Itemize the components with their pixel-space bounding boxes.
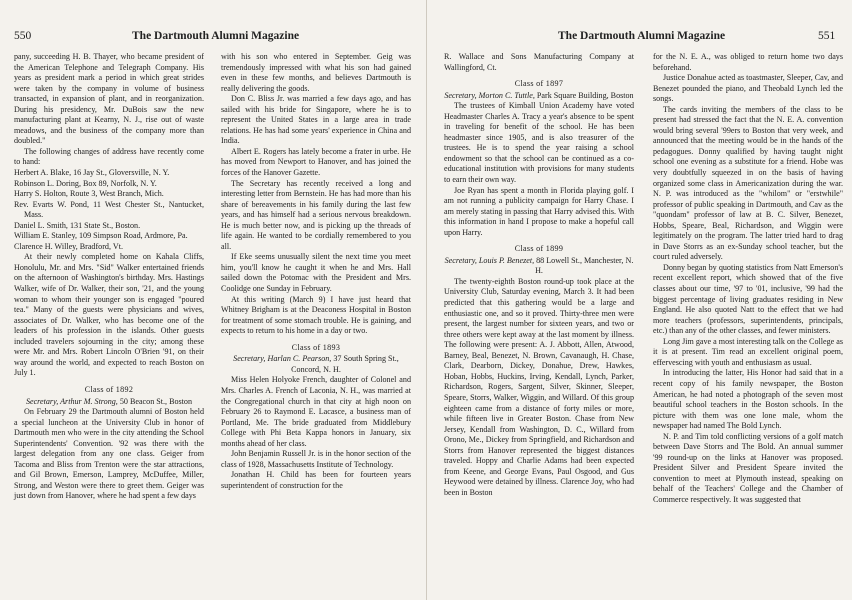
paragraph: The Secretary has recently received a long and interesting letter from Bernstein. He has had more than his share of bereavements in his family during the last few years, and has himself had a serious nervous breakdown. He is much better now, and is picking up the threads of life again. He wanted to be cordially remembered to you all. [221,178,411,251]
paragraph: Long Jim gave a most interesting talk on the College as it is at present. Tim read an excellent original poem, effervescing with youth and enthusiasm as usual. [653,336,843,367]
paragraph: On February 29 the Dartmouth alumni of Boston held a special luncheon at the University Club in honor of Dartmouth men who were in the city attending the School Superintendents' Convention. '92 was there with the largest delegation from any one class. Geiger from Tacoma and Bliss from Trenton were the star attractions, and Gil Brown, Emerson, Lamprey, McDuffee, Miller, Strong, and Weston were there to greet them. Geiger was just down from Hanover, where he had spent a few days [14,407,204,501]
paragraph: Herbert A. Blake, 16 Jay St., Gloversville, N. Y. [14,168,170,178]
paragraph: The following changes of address have recently come to hand: [14,146,204,167]
running-title: The Dartmouth Alumni Magazine [558,30,726,42]
text-column [221,52,411,491]
class-heading: Class of 1897 [514,79,564,89]
paragraph: The cards inviting the members of the class to be present had stressed the fact that the N. E. A. convention would bring several '99ers to Boston that very week, and announced that the meeting would be in the hands of the pedagogues. Donny qualified by having taught night school one evening as a substitute for a friend. Hobe was very doubtfully squeezed in on the basis of having organized some class in Americanization during the war. N. P. was introduced as the "whilom" or "erstwhile" professor of public speaking in Dartmouth, and Cav as the "quondam" professor of law at B. C. Silver, Benezet, Hobbs, Speare, Beal, Richardson, and Wiggin were legitimately on the program. The latter tried hard to drag in Dave Storrs as an ex-Sunday school teacher, but the court ruled adversely. [653,104,843,262]
running-title: The Dartmouth Alumni Magazine [132,30,300,42]
secretary-line: Secretary, Morton C. Tuttle, Park Square Building, Boston [444,90,634,100]
paragraph: John Benjamin Russell Jr. is in the honor section of the class of 1928, Massachusetts Institute of Technology. [221,449,411,469]
paragraph: Jonathan H. Child has been for fourteen years superintendent of construction for the [221,470,411,490]
paragraph: Rev. Evarts W. Pond, 11 West Chester St., Nantucket, Mass. [14,199,204,220]
paragraph: R. Wallace and Sons Manufacturing Company at Wallingford, Ct. [444,52,634,72]
right-page [426,0,852,600]
paragraph: N. P. and Tim told conflicting versions of a golf match between Dave Storrs and The Bold. An annual summer '99 round-up on the links at Hanover was proposed. President Silver and President Speare invited the convention to meet at Plymouth instead, speaking on behalf of the Teachers' College and the Chamber of Commerce respectively. It was suggested that [653,431,843,504]
paragraph: Donny began by quoting statistics from Natt Emerson's recent excellent report, which showed that of the five classes about our time, '97 to '01, inclusive, '99 had the biggest percentage of living graduates residing in New England. He also quoted Natt to the effect that we had more teachers (professors, superintendents, principals, etc.) than any of the other classes, and fewer ministers. [653,262,843,336]
paragraph: Clarence H. Willey, Bradford, Vt. [14,241,123,251]
text-column [653,52,843,506]
paragraph: Joe Ryan has spent a month in Florida playing golf. I am not running a publicity campaign for Harry Chase. I am merely stating in passing that Harry advised this. With this information in hand I propose to make a hopeful call upon Harry. [444,185,634,237]
paragraph: Daniel L. Smith, 131 State St., Boston. [14,220,141,230]
secretary-line: Secretary, Arthur M. Strong, 50 Beacon St., Boston [25,396,193,406]
secretary-line: Secretary, Harlan C. Pearson, 37 South Spring St., Concord, N. H. [233,354,399,374]
paragraph: William E. Stanley, 109 Simpson Road, Ardmore, Pa. [14,231,188,241]
paragraph: Robinson L. Doring, Box 89, Norfolk, N. Y. [14,178,157,188]
paragraph: Albert E. Rogers has lately become a frater in urbe. He has moved from Newport to Hanover, and has joined the forces of the Hanover Gazette. [221,146,411,178]
paragraph: pany, succeeding H. B. Thayer, who became president of the American Telephone and Telegraph Company. His years as president mark a period in which great strides were taken by the company in volume of business transacted, in expansion of plant, and in reorganization. During his presidency, Mr. DuBois saw the new manufacturing plant at Kearny, N. J., rise out of waste meadows, and the business of the company more than doubled." [14,52,204,146]
paragraph: for the N. E. A., was obliged to return home two days beforehand. [653,52,843,72]
paragraph: Miss Helen Holyoke French, daughter of Colonel and Mrs. Charles A. French of Laconia, N. H., was married at the Congregational church in that city at high noon on February 26 to Raymond E. Lacasce, a business man of Portland, Me. The bride graduated from Middlebury College with Phi Beta Kappa honors in January, six months ahead of her class. [221,375,411,448]
paragraph: The twenty-eighth Boston round-up took place at the University Club, Saturday evening, March 3. It had been predicted that this gathering would be a large and enthusiastic one, and so it proved. Thirty-three men were present, the largest number for sixteen years, and two or three others were kept away at the last moment by illness. The following were present: A. J. Abbott, Allen, Atwood, Barney, Beal, Benezet, N. Brown, Cavanaugh, H. Chase, Clark, Dearborn, Dickey, Donahue, Drew, Hawkes, Hoban, Hobbs, Huckins, Irving, Kendall, Lynch, Parker, Richardson, Rogers, Sargent, Silver, Skinner, Sleeper, Speare, Storrs, Walker, Wiggin, and Willard. Of this group eighteen came from a distance of forty miles or more, while fifteen live in Greater Boston. Chase from New Jersey, Kendall from Washington, D. C., Willard from Orono, Me., Dickey from Springfield, and Richardson and Storrs from Hanover represented the biggest distances traveled. Hoppy and Charlie Adams had been expected from Keene, and George Evans, Paul Osgood, and Gus Heywood were detained by illness. Clarence Joy, who had been in Boston [444,276,634,497]
paragraph: The trustees of Kimball Union Academy have voted Headmaster Charles A. Tracy a year's absence to be spent in traveling for benefit of the school. He has been headmaster since 1905, and is also treasurer of the trustees. He is to spend the year raising a school endowment so that the school can be continued as a co-educational institution with provisions for many students to earn their own way. [444,101,634,185]
paragraph: with his son who entered in September. Geig was tremendously impressed with what his son had gained even in these few months, and believes Dartmouth is really delivering the goods. [221,52,411,93]
paragraph: Don C. Bliss Jr. was married a few days ago, and has sailed with his bride for Singapore, where he is to represent the United States in a large area in trade relations. He has had some years' experience in China and India. [221,94,411,146]
paragraph: At this writing (March 9) I have just heard that Whitney Brigham is at the Deaconess Hospital in Boston for treatment of some stomach trouble. He is gaining, and expects to return to his home in a day or two. [221,294,411,336]
secretary-line: Secretary, Louis P. Benezet, 88 Lowell St., Manchester, N. H. [444,255,634,276]
paragraph: At their newly completed home on Kahala Cliffs, Honolulu, Mr. and Mrs. "Sid" Walker entertained friends on the afternoon of Washington's birthday. Mrs. Hastings Walker, wife of Dr. Walker, their son, '21, and the young woman to whom their younger son is engaged "poured tea." Many of the guests were physicians and wives, associates of Dr. Walker, who has become one of the leaders of his profession in the islands. Other guests included travelers sojourning in the city; among these were Mr. and Mrs. Robert Lincoln O'Brien '91, on their way around the world, and expected to reach Boston on July 1. [14,252,204,378]
class-heading: Class of 1899 [514,244,564,254]
paragraph: If Eke seems unusually silent the next time you meet him, you'll know he caught it when he and Mrs. Hall sailed down the Potomac with the President and Mrs. Coolidge one Sunday in February. [221,252,411,294]
paragraph: Justice Donahue acted as toastmaster, Sleeper, Cav, and Benezet pounded the piano, and Theobald Lynch led the songs. [653,73,843,104]
text-column [444,52,634,498]
paragraph: Harry S. Holton, Route 3, West Branch, Mich. [14,189,164,199]
text-column [14,52,204,502]
class-heading: Class of 1893 [291,342,341,352]
page-number: 550 [14,30,32,42]
class-heading: Class of 1892 [84,384,134,394]
paragraph: In introducing the latter, His Honor had said that in a recent copy of his family newspaper, the Boston American, he had noted a photograph of the seven most beautiful school teachers in the Boston schools. In the picture with them was one lone male, whom the newspaper had named The Bold Lynch. [653,368,843,431]
page-number: 551 [818,30,836,42]
